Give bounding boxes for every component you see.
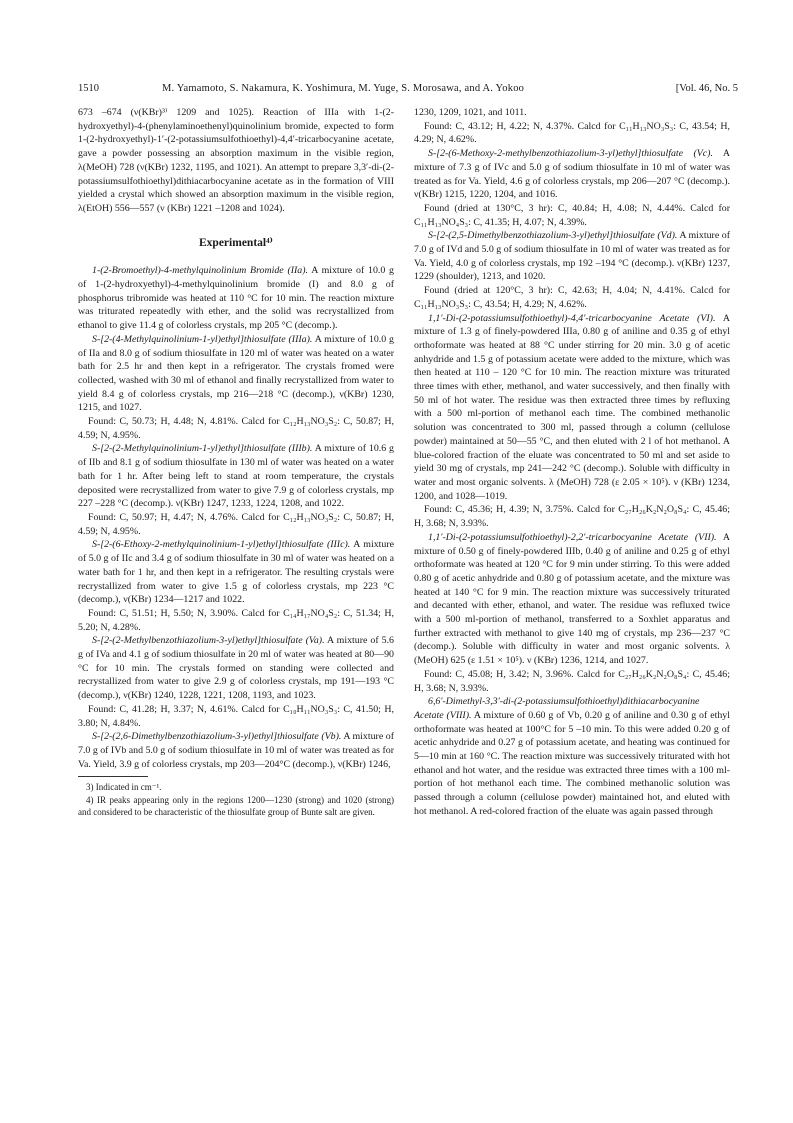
- compound-title: 1,1′-Di-(2-potassiumsulfothioethyl)-2,2′-tricarbocyanine Acetate (VII).: [428, 531, 717, 543]
- right-column: [414, 106, 730, 819]
- compound-iiib-paragraph: [78, 442, 394, 511]
- compound-iiia-paragraph: [78, 333, 394, 415]
- compound-iia-paragraph: [78, 264, 394, 333]
- compound-body: A mixture of 1.3 g of finely-powdered IIIa, 0.80 g of aniline and 0.35 g of ethyl orthoformate was heated at 88 °C under stirring for 20 min. 3.0 g of acetic anhydride and 1.5 g of potassium acetate were added to the mixture, which was then heated at 110 – 120 °C for 10 min. The reaction mixture was triturated three times with ether, methanol, and water successively, and then finally with 50 ml of hot water. The residue was then extracted three times by refluxing with a 500 ml-portion of methanol each time. The combined methanolic solution was concentrated to 300 ml, passed through a column (cellulose powder) maintained at 50—55 °C, and then eluted with 2 l of hot methanol. A blue-colored fraction of the eluate was concentrated to 50 ml and set aside to yield 30 mg of crystals, mp 241—242 °C (decomp.). Soluble with difficulty in water and most organic solvents. λ (MeOH) 728 (ε 2.05 × 10⁵). ν (KBr) 1234, 1200, and 1028—1019.: [414, 312, 730, 502]
- footnote-4: 4) IR peaks appearing only in the regions 1200—1230 (strong) and 1020 (strong) and considered to be characteristic of the thiosulfate group of Bunte salt are given.: [78, 794, 394, 818]
- running-header: [78, 83, 738, 99]
- compound-title: 1,1′-Di-(2-potassiumsulfothioethyl)-4,4′-tricarbocyanine Acetate (VI).: [428, 312, 716, 324]
- analysis-line: Found: C, 45.36; H, 4.39; N, 3.75%. Calcd for C₂₇H₂₆K₂N₂O₈S₄: C, 45.46; H, 3.68; N, 3.93%.: [414, 504, 730, 530]
- compound-body: A mixture of 5.0 g of IIc and 3.4 g of sodium thiosulfate in 30 ml of water was heated on a water bath for 1 hr, and then kept in a refrigerator. The resulting crystals were recrystallized from water to give 1.5 g of colorless crystals, mp 223 °C (decomp.), ν(KBr) 1234—1217 and 1022.: [78, 539, 394, 606]
- compound-viii-paragraph: [414, 695, 730, 818]
- analysis-line: Found (dried at 120°C, 3 hr): C, 42.63; H, 4.04; N, 4.41%. Calcd for C₁₁H₁₃NO₃S₃: C, 43.54; H, 4.29; N, 4.62%.: [414, 285, 730, 310]
- analysis-line: Found: C, 50.97; H, 4.47; N, 4.76%. Calcd for C₁₂H₁₃NO₃S₂: C, 50.87; H, 4.59; N, 4.95%.: [78, 511, 394, 537]
- analysis-line: Found: C, 51.51; H, 5.50; N, 3.90%. Calcd for C₁₄H₁₇NO₄S₂: C, 51.34; H, 5.20; N, 4.28%.: [78, 607, 394, 633]
- page-number: 1510: [78, 83, 99, 94]
- header-volume: [Vol. 46, No. 5: [675, 83, 738, 94]
- compound-title: S-[2-(6-Ethoxy-2-methylquinolinium-1-yl)ethyl]thiosulfate (IIIc).: [92, 539, 351, 551]
- compound-body: A mixture of 0.60 g of Vb, 0.20 g of aniline and 0.30 g of ethyl orthoformate was heated at 100°C for 5 –10 min. To this were added 0.20 g of acetic anhydride and 0.27 g of potassium acetate, and heating was continued for 5—10 min at 160 °C. The reaction mixture was successively triturated with hot ethanol and hot water, and the residue was extracted three times with a 100 ml-portion of hot methanol each time. The combined methanolic solution was passed through a column (cellulose powder) maintained hot, and eluted with hot methanol. A red-colored fraction of the eluate was again passed through: [414, 709, 730, 817]
- compound-body: A mixture of 10.0 g of 1-(2-hydroxyethyl)-4-methylquinolinium bromide (I) and 8.0 g of phosphorus tribromide was heated at 110 °C for 10 min. The reaction mixture was triturated repeatedly with ether, and the solid was recrystallized from ethanol to give 11.4 g of colorless crystals, mp 205 °C (decomp.).: [78, 265, 394, 332]
- analysis-line: Found: C, 41.28; H, 3.37; N, 4.61%. Calcd for C₁₀H₁₁NO₃S₃: C, 41.50; H, 3.80; N, 4.84%.: [78, 703, 394, 729]
- compound-body: A mixture of 10.6 g of IIb and 8.1 g of sodium thiosulfate in 130 ml of water was heated on a water bath for 1 hr. After being left to stand at room temperature, the crystals deposited were recrystallized from water to give 7.9 g of colorless crystals, mp 227 –228 °C (decomp.). ν(KBr) 1247, 1233, 1224, 1208, and 1022.: [78, 443, 394, 510]
- compound-body: A mixture of 0.50 g of finely-powdered IIIb, 0.40 g of aniline and 0.25 g of ethyl orthoformate was heated at 120 °C for 9 min under stirring. To this were added 0.80 g of acetic anhydride and 0.80 g of potassium acetate, and the mixture was heated at 140 °C for 9 min. The reaction mixture was successively triturated and decanted with ether, ethanol, and water. The residue was refluxed twice with a 500 ml-portion of methanol, transferred to a Soxhlet apparatus and further extracted with methanol to give 140 mg of crystals, mp 236—237 °C (decomp.). Soluble with difficulty in water and most organic solvents. λ (MeOH) 625 (ε 1.51 × 10⁵). ν (KBr) 1236, 1214, and 1027.: [414, 531, 730, 667]
- compound-title: S-[2-(2-Methylbenzothiazolium-3-yl)ethyl]thiosulfate (Va).: [92, 635, 325, 647]
- compound-body: A mixture of 10.0 g of IIa and 8.0 g of sodium thiosulfate in 120 ml of water was heated on a water bath for 2.5 hr and then kept in a refrigerator. The crystals fromed were collected, washed with 30 ml of ethanol and finally recrystallized from water to yield 8.4 g of colorless crystals, mp 216—218 °C (decomp.), ν(KBr) 1230, 1215, and 1027.: [78, 333, 394, 414]
- footnote-3: 3) Indicated in cm⁻¹.: [86, 782, 162, 793]
- analysis-line: Found (dried at 130°C, 3 hr): C, 40.84; H, 4.08; N, 4.44%. Calcd for C₁₁H₁₃NO₄S₃: C, 41.35; H, 4.07; N, 4.39%.: [414, 202, 730, 228]
- compound-title: S-[2-(2,5-Dimethylbenzothiazolium-3-yl)ethyl]thiosulfate (Vd).: [428, 230, 678, 242]
- analysis-line: Found: C, 43.12; H, 4.22; N, 4.37%. Calcd for C₁₁H₁₃NO₃S₃: C, 43.54; H, 4.29; N, 4.62%.: [414, 120, 730, 146]
- analysis-line: Found: C, 45.08; H, 3.42; N, 3.96%. Calcd for C₂₇H₂₆K₂N₂O₈S₄: C, 45.46; H, 3.68; N, 3.93%.: [414, 668, 730, 694]
- compound-body: A mixture of 7.0 g of IVd and 5.0 g of sodium thiosulfate in 10 ml of water was treated as for Va. Yield, 4.0 g of colorless crystals, mp 192 –194 °C (decomp.). ν(KBr) 1237, 1229 (shoulder), 1213, and 1020.: [414, 230, 730, 283]
- compound-vii-paragraph: [414, 531, 730, 668]
- compound-title: S-[2-(2-Methylquinolinium-1-yl)ethyl]thiosulfate (IIIb).: [92, 443, 313, 455]
- compound-iiic-paragraph: [78, 538, 394, 607]
- compound-body: A mixture of 7.0 g of IVb and 5.0 g of sodium thiosulfate in 10 ml of water was treated as for Va. Yield, 3.9 g of colorless crystals, mp 203—204°C (decomp.), ν(KBr) 1246,: [78, 731, 394, 770]
- compound-title: 1-(2-Bromoethyl)-4-methylquinolinium Bromide (IIa).: [92, 265, 309, 277]
- section-heading-experimental: Experimental⁴⁾: [199, 236, 273, 249]
- footnotes: [78, 776, 394, 819]
- compound-vi-paragraph: [414, 312, 730, 504]
- compound-body: A mixture of 5.6 g of IVa and 4.1 g of sodium thiosulfate in 20 ml of water was heated at 80—90 °C for 10 min. The crystals formed on standing were collected and recrystallized from water to give 2.9 g of colorless crystals, mp 191—193 °C (decomp.), ν(KBr) 1240, 1228, 1221, 1208, 1193, and 1023.: [78, 635, 394, 702]
- compound-va-paragraph: [78, 634, 394, 703]
- compound-body: A mixture of 7.3 g of IVc and 5.0 g of sodium thiosulfate in 10 ml of water was treated as for Va. Yield, 4.6 g of colorless crystals, mp 206—207 °C (decomp.). ν(KBr) 1215, 1220, 1204, and 1016.: [414, 148, 730, 201]
- compound-title: S-[2-(2,6-Dimethylbenzothiazolium-3-yl)ethyl]thiosulfate (Vb).: [92, 731, 342, 743]
- header-authors: M. Yamamoto, S. Nakamura, K. Yoshimura, M. Yuge, S. Morosawa, and A. Yokoo: [162, 83, 525, 94]
- left-column: [78, 106, 394, 819]
- compound-vc-paragraph: [414, 147, 730, 202]
- intro-paragraph: 673 –674 (ν(KBr)³⁾ 1209 and 1025). Reaction of IIIa with 1-(2-hydroxyethyl)-4-(phenylaminoethenyl)quinolinium bromide, expected to form 1-(2-hydroxyethyl)-1′-(2-potassiumsulfothioethyl)-4,4′-tricarbocyanine acetate, gave a powder possessing an absorption maximum in the visible region, λ(MeOH) 728 (ν(KBr) 1232, 1195, and 1021). An attempt to prepare 3,3′-di-(2-potassiumsulfothioethyl)dithiacarbocyanine acetate as in the formation of VIII yielded a crystal which showed an absorption maximum in the visible region, λ(EtOH) 556—557 (ν (KBr) 1221 –1208 and 1024).: [78, 107, 394, 214]
- compound-vb-paragraph: [78, 730, 394, 771]
- analysis-line: Found: C, 50.73; H, 4.48; N, 4.81%. Calcd for C₁₂H₁₃NO₃S₂: C, 50.87; H, 4.59; N, 4.95%.: [78, 416, 394, 441]
- compound-title: S-[2-(6-Methoxy-2-methylbenzothiazolium-3-yl)ethyl]thiosulfate (Vc).: [428, 148, 713, 160]
- compound-title: 6,6′-Dimethyl-3,3′-di-(2-potassiumsulfothioethyl)dithiacarbocyanine Acetate (VIII).: [414, 696, 700, 721]
- continued-text: 1230, 1209, 1021, and 1011.: [414, 107, 527, 118]
- compound-vd-paragraph: [414, 229, 730, 284]
- footnote-rule: [78, 776, 148, 777]
- compound-title: S-[2-(4-Methylquinolinium-1-yl)ethyl]thiosulfate (IIIa).: [92, 333, 313, 345]
